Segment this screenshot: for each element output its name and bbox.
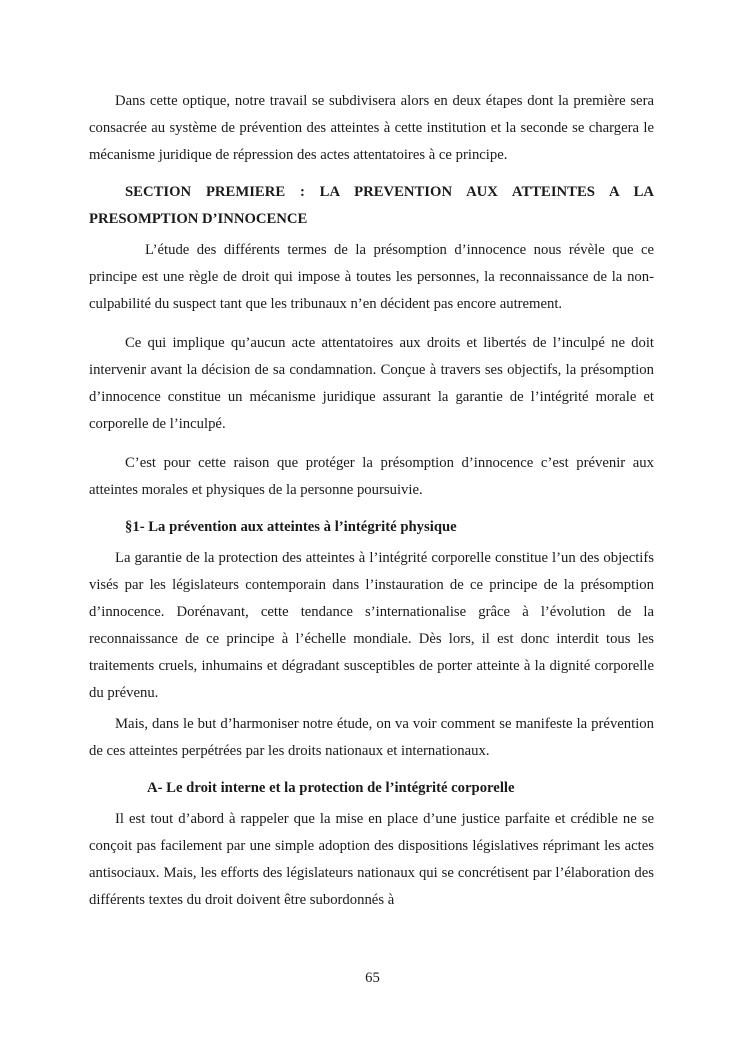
paragraph-5: Mais, dans le but d’harmoniser notre étude, on va voir comment se manifeste la prévention de ces atteintes perpétrées par les droits nationaux et internationaux. (89, 716, 654, 759)
intro-paragraph: Dans cette optique, notre travail se subdivisera alors en deux étapes dont la première sera consacrée au système de prévention des atteintes à cette institution et la seconde se chargera le mécanisme juridique de répression des actes attentatoires à ce principe. (89, 93, 654, 163)
paragraph-3: C’est pour cette raison que protéger la présomption d’innocence c’est prévenir aux atteintes morales et physiques de la personne poursuivie. (89, 455, 654, 498)
section-title: SECTION PREMIERE : LA PREVENTION AUX ATTEINTES A LA PRESOMPTION D’INNOCENCE (89, 184, 654, 227)
document-page (89, 88, 654, 914)
paragraph-1: L’étude des différents termes de la présomption d’innocence nous révèle que ce principe est une règle de droit qui impose à toutes les personnes, la reconnaissance de la non-culpabilité du suspect tant que les tribunaux n’en décident pas encore autrement. (89, 242, 654, 312)
paragraph-2: Ce qui implique qu’aucun acte attentatoires aux droits et libertés de l’inculpé ne doit intervenir avant la décision de sa condamnation. Conçue à travers ses objectifs, la présomption d’innocence constitue un mécanisme juridique assurant la garantie de l’intégrité morale et corporelle de l’inculpé. (89, 335, 654, 432)
subsection-title: §1- La prévention aux atteintes à l’intégrité physique (125, 519, 457, 535)
part-title: A- Le droit interne et la protection de l’intégrité corporelle (147, 780, 515, 796)
page-number: 65 (365, 970, 380, 986)
paragraph-4: La garantie de la protection des atteintes à l’intégrité corporelle constitue l’un des objectifs visés par les législateurs contemporain dans l’instauration de ce principe de la présomption d’innocence. Dorénavant, cette tendance s’internationalise grâce à l’évolution de la reconnaissance de ce principe à l’échelle mondiale. Dès lors, il est donc interdit tous les traitements cruels, inhumains et dégradant susceptibles de porter atteinte à la dignité corporelle du prévenu. (89, 550, 654, 701)
paragraph-6: Il est tout d’abord à rappeler que la mise en place d’une justice parfaite et crédible ne se conçoit pas facilement par une simple adoption des dispositions législatives réprimant les actes antisociaux. Mais, les efforts des législateurs nationaux qui se concrétisent par l’élaboration des différents textes du droit doivent être subordonnés à (89, 811, 654, 908)
